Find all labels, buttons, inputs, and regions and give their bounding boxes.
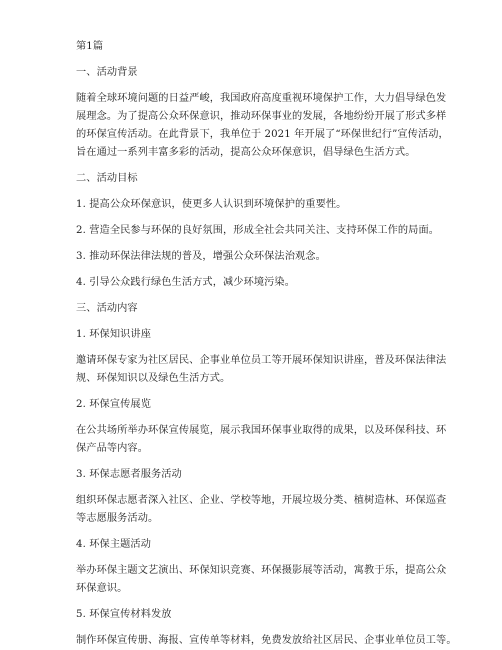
paragraph-line: 保产品等内容。 — [76, 443, 149, 454]
paragraph-line: 组织环保志愿者深入社区、企业、学校等地，开展垃圾分类、植树造林、环保巡查 — [76, 495, 447, 506]
paragraph-line: 规、环保知识以及绿色生活方式。 — [76, 373, 231, 384]
paragraph-line: 展理念。为了提高公众环保意识，推动环保事业的发展，各地纷纷开展了形式多样 — [76, 111, 447, 122]
content-item-title: 5. 环保宣传材料发放 — [76, 609, 172, 620]
goal-item: 3. 推动环保法律法规的普及，增强公众环保法治观念。 — [76, 251, 326, 262]
doc-title: 第1篇 — [76, 41, 104, 52]
section-heading-content: 三、活动内容 — [76, 303, 138, 314]
content-item-title: 2. 环保宣传展览 — [76, 399, 151, 410]
goal-item: 4. 引导公众践行绿色生活方式，减少环境污染。 — [76, 277, 296, 288]
content-item-title: 3. 环保志愿者服务活动 — [76, 469, 182, 480]
content-item-body — [76, 422, 447, 458]
paragraph-line: 的环保宣传活动。在此背景下，我单位于 2021 年开展了“环保世纪行”宣传活动， — [76, 129, 449, 140]
goal-item: 2. 营造全民参与环保的良好氛围，形成全社会共同关注、支持环保工作的局面。 — [76, 225, 440, 236]
document-page — [76, 38, 457, 650]
paragraph-line: 随着全球环境问题的日益严峻，我国政府高度重视环境保护工作，大力倡导绿色发 — [76, 93, 447, 104]
paragraph-line: 制作环保宣传册、海报、宣传单等材料，免费发放给社区居民、企事业单位员工等。 — [76, 635, 457, 646]
paragraph-line: 等志愿服务活动。 — [76, 513, 159, 524]
section-heading-background: 一、活动背景 — [76, 67, 138, 78]
background-paragraph — [76, 90, 449, 162]
paragraph-line: 在公共场所举办环保宣传展览，展示我国环保事业取得的成果，以及环保科技、环 — [76, 425, 447, 436]
paragraph-line: 环保意识。 — [76, 583, 128, 594]
paragraph-line: 举办环保主题文艺演出、环保知识竞赛、环保摄影展等活动，寓教于乐，提高公众 — [76, 565, 447, 576]
content-item-title: 4. 环保主题活动 — [76, 539, 151, 550]
section-heading-goals: 二、活动目标 — [76, 173, 138, 184]
content-item-body — [76, 632, 457, 650]
content-item-body — [76, 352, 447, 388]
goal-item: 1. 提高公众环保意识，使更多人认识到环境保护的重要性。 — [76, 199, 347, 210]
paragraph-line: 旨在通过一系列丰富多彩的活动，提高公众环保意识，倡导绿色生活方式。 — [76, 147, 416, 158]
content-item-body — [76, 562, 447, 598]
content-item-body — [76, 492, 447, 528]
content-item-title: 1. 环保知识讲座 — [76, 329, 151, 340]
paragraph-line: 邀请环保专家为社区居民、企事业单位员工等开展环保知识讲座，普及环保法律法 — [76, 355, 447, 366]
